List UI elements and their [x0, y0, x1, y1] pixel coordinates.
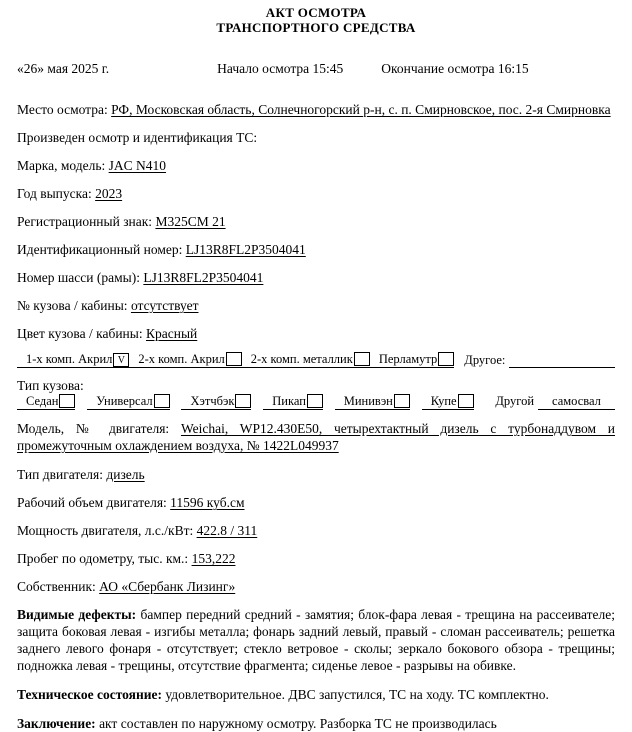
- checkbox-label: 2-х комп. металлик: [250, 352, 353, 366]
- body-option-hatchback: [181, 394, 251, 410]
- inspection-date: «26» мая 2025 г.: [17, 61, 110, 76]
- checkbox-metallic-2comp[interactable]: [354, 352, 370, 366]
- field-engine-model: [17, 420, 615, 454]
- field-value: отсутствует: [130, 298, 199, 313]
- field-engine-type: [17, 467, 615, 482]
- field-label: Год выпуска:: [17, 186, 92, 201]
- defects-label: Видимые дефекты:: [17, 607, 137, 622]
- checkbox-acrylic-2comp[interactable]: [226, 352, 242, 366]
- field-value: дизель: [106, 467, 145, 482]
- field-label: Тип двигателя:: [17, 467, 103, 482]
- conclusion-label: Заключение:: [17, 716, 96, 731]
- paint-other-field: [464, 353, 615, 368]
- field-label: Собственник:: [17, 579, 96, 594]
- field-body-number: [17, 298, 615, 313]
- field-label: № кузова / кабины:: [17, 298, 128, 313]
- checkbox-wagon[interactable]: [154, 394, 170, 408]
- paint-type-row: [17, 352, 615, 368]
- field-year: [17, 186, 615, 201]
- body-type-row: [17, 394, 615, 410]
- field-value: Красный: [145, 326, 198, 341]
- checkbox-pickup[interactable]: [307, 394, 323, 408]
- field-label: Номер шасси (рамы):: [17, 270, 140, 285]
- paint-other-label: Другое:: [464, 353, 506, 367]
- paint-option-pearl: [370, 352, 454, 368]
- checkbox-hatchback[interactable]: [235, 394, 251, 408]
- field-label: Произведен осмотр и идентификация ТС:: [17, 130, 258, 145]
- field-value: АО «Сбербанк Лизинг»: [99, 579, 236, 594]
- body-option-minivan: [335, 394, 410, 410]
- checkbox-label: Минивэн: [343, 394, 393, 408]
- defects-text: бампер передний средний - замятия; блок-фара левая - трещина на рассеивателе; защита боковая левая - изгибы металла; фонарь задний левый, правый - сломан рассеиватель; решетка заднего левого фонаря - отсутствует; стекло ветровое - сколы; зеркало бокового обзора - трещины; подножка левая - трещины, отсутствие фрагмента; сиденье левое - разрывы на обивке.: [17, 607, 616, 673]
- field-vin: [17, 242, 615, 257]
- field-chassis-number: [17, 270, 615, 285]
- checkbox-coupe[interactable]: [458, 394, 474, 408]
- paint-option-metallic-2comp: [242, 352, 370, 368]
- field-reg-plate: [17, 214, 615, 229]
- document-title: [17, 5, 615, 35]
- checkbox-minivan[interactable]: [394, 394, 410, 408]
- body-option-sedan: [17, 394, 75, 410]
- field-value: 422.8 / 311: [196, 523, 258, 538]
- inspection-start-time: Начало осмотра 15:45: [217, 61, 344, 76]
- checkbox-label: Купе: [430, 394, 457, 408]
- field-label: Модель, № двигателя:: [17, 421, 170, 436]
- field-owner: [17, 579, 615, 594]
- field-label: Регистрационный знак:: [17, 214, 153, 229]
- inspection-end-time: Окончание осмотра 16:15: [381, 61, 529, 76]
- field-value: Weichai, WP12.430E50, четырехтактный дизель с турбонаддувом и промежуточным охлаждением воздуха, № 1422L049937: [17, 421, 616, 453]
- field-engine-power: [17, 523, 615, 538]
- title-line-1: АКТ ОСМОТРА: [265, 5, 367, 20]
- field-label: Идентификационный номер:: [17, 242, 183, 257]
- checkbox-acrylic-1comp[interactable]: V: [113, 353, 129, 367]
- checkbox-label: Седан: [26, 394, 59, 408]
- condition-text: удовлетворительное. ДВС запустился, ТС на ходу. ТС комплектно.: [165, 687, 549, 702]
- paint-option-acrylic-1comp: [17, 352, 129, 368]
- body-option-pickup: [263, 394, 323, 410]
- condition-label: Техническое состояние:: [17, 687, 163, 702]
- field-value: 153,222: [191, 551, 236, 566]
- field-value: 11596 куб.см: [170, 495, 245, 510]
- defects-paragraph: [17, 606, 615, 674]
- body-other-field: [495, 394, 615, 410]
- body-type-heading: Тип кузова:: [17, 378, 84, 393]
- field-odometer: [17, 551, 615, 566]
- field-value: LJ13R8FL2P3504041: [143, 270, 264, 285]
- checkbox-sedan[interactable]: [59, 394, 75, 408]
- checkbox-label: Пикап: [272, 394, 306, 408]
- checkbox-label: 1-х комп. Акрил: [26, 352, 113, 366]
- checkbox-label: Хэтчбэк: [190, 394, 235, 408]
- condition-paragraph: [17, 686, 615, 703]
- checkbox-label: Универсал: [96, 394, 153, 408]
- field-value: JAC N410: [108, 158, 167, 173]
- field-label: Рабочий объем двигателя:: [17, 495, 167, 510]
- field-label: Пробег по одометру, тыс. км.:: [17, 551, 189, 566]
- body-option-coupe: [422, 394, 474, 410]
- field-value: РФ, Московская область, Солнечногорский р-н, с. п. Смирновское, пос. 2-я Смирновка: [111, 102, 611, 117]
- field-label: Место осмотра:: [17, 102, 108, 117]
- conclusion-paragraph: [17, 715, 615, 732]
- checkbox-label: Перламутр: [378, 352, 438, 366]
- field-label: Мощность двигателя, л.с./кВт:: [17, 523, 194, 538]
- date-row: [17, 61, 615, 76]
- field-value: 2023: [95, 186, 123, 201]
- field-make-model: [17, 158, 615, 173]
- field-label: Марка, модель:: [17, 158, 106, 173]
- body-option-wagon: [87, 394, 169, 410]
- checkbox-label: 2-х комп. Акрил: [138, 352, 225, 366]
- field-label: Цвет кузова / кабины:: [17, 326, 143, 341]
- paint-option-acrylic-2comp: [129, 352, 241, 368]
- field-value: М325СМ 21: [155, 214, 226, 229]
- field-body-color: [17, 326, 615, 341]
- title-line-2: ТРАНСПОРТНОГО СРЕДСТВА: [216, 20, 416, 35]
- body-other-value[interactable]: самосвал: [538, 394, 615, 410]
- paint-other-input-line[interactable]: [509, 353, 615, 368]
- field-place: [17, 102, 615, 117]
- field-engine-displacement: [17, 495, 615, 510]
- conclusion-text: акт составлен по наружному осмотру. Разборка ТС не производилась: [99, 716, 497, 731]
- checkbox-pearl[interactable]: [438, 352, 454, 366]
- body-other-label: Другой: [495, 394, 535, 408]
- field-value: LJ13R8FL2P3504041: [185, 242, 306, 257]
- field-performed: [17, 130, 615, 145]
